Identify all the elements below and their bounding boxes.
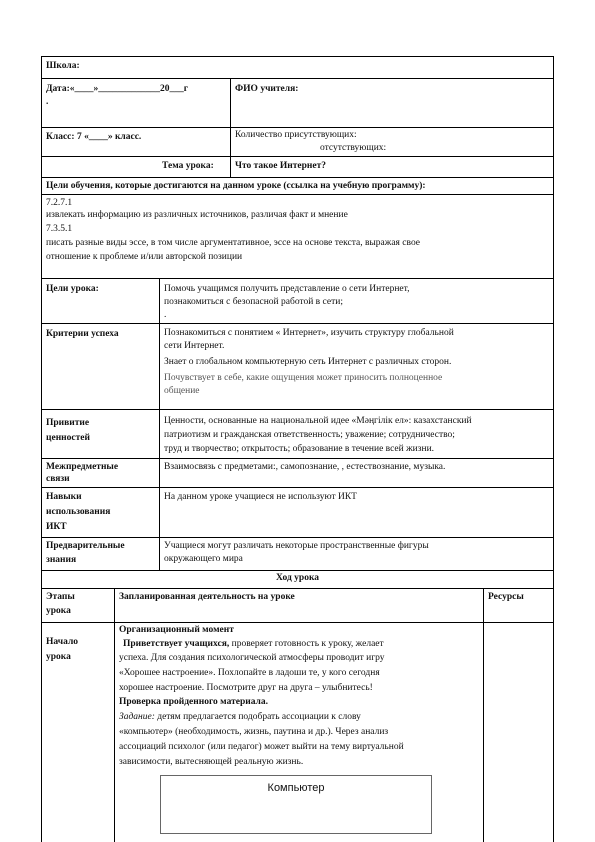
interdisciplinary-text: Взаимосвязь с предметами:, самопознание, , естествознание, музыка. [164,462,446,472]
interdisciplinary-label: связи [46,474,70,484]
stage-start-label: урока [46,652,71,662]
present-label: Количество присутствующих: [235,130,357,140]
goals-program-line: писать разные виды эссе, в том числе аргументативное, эссе на основе текста, выражая свое [46,238,421,248]
topic-label: Тема урока: [162,161,214,171]
greet-line: успеха. Для создания психологической атмосферы проводит игру [119,653,385,663]
lesson-goals-line: Помочь учащимся получить представление о сети Интернет, [164,284,410,294]
goals-program-line: извлекать информацию из различных источников, различая факт и мнение [46,210,348,220]
col-stage-label: Этапы [46,592,75,602]
success-criteria-line: Знает о глобальном компьютерную сеть Интернет с различных сторон. [164,357,452,367]
stage-start-label: Начало [46,637,79,647]
success-criteria-line: Почувствует в себе, какие ощущения может приносить полноценное [164,373,443,383]
greet-line: хорошее настроение. Посмотрите друг на друга – улыбнитесь! [119,683,373,693]
ict-text: На данном уроке учащиеся не используют ИКТ [164,492,357,502]
goals-program-line: отношение к проблеме и/или авторской позиции [46,252,243,262]
col-resources-label: Ресурсы [488,592,524,602]
values-line: труд и творчество; открытость; образование в течение всей жизни. [164,444,435,454]
topic-value: Что такое Интернет? [235,161,326,171]
greet-bold: Приветствует учащихся, [123,639,230,649]
teacher-label: ФИО учителя: [235,84,299,94]
interdisciplinary-label: Межпредметные [46,462,119,472]
task-line: «компьютер» (необходимость, жизнь, паутина и др.). Через анализ [119,727,389,737]
greet-rest: проверяет готовность к уроку, желает [229,639,384,649]
success-criteria-line: Познакомиться с понятием « Интернет», изучить структуру глобальной [164,328,454,338]
success-criteria-label: Критерии успеха [46,329,119,339]
values-label: ценностей [46,433,90,443]
computer-word-box [160,775,432,834]
prior-knowledge-label: знания [46,555,77,565]
col-stage-label: урока [46,606,71,616]
ict-label: использования [46,507,111,517]
success-criteria-line: сети Интернет. [164,341,225,351]
values-line: патриотизм и гражданская ответственность; уважение; сотрудничество; [164,430,455,440]
values-line: Ценности, основанные на национальной идее «Мәңгілік ел»: казахстанский [164,416,472,426]
prior-knowledge-label: Предварительные [46,541,125,551]
task-label: Задание: [119,712,155,722]
goals-program-heading: Цели обучения, которые достигаются на данном уроке (ссылка на учебную программу): [46,181,426,191]
prior-knowledge-line: Учащиеся могут различать некоторые пространственные фигуры [164,541,429,551]
computer-word-label: Компьютер [267,782,325,794]
date-dot: . [46,97,49,107]
org-moment-heading: Организационный момент [119,625,234,635]
task-rest: детям предлагается подобрать ассоциации к слову [154,712,361,722]
ict-label: ИКТ [46,522,67,532]
col-activity-label: Запланированная деятельность на уроке [119,592,295,602]
values-label: Привитие [46,418,90,428]
lesson-goals-label: Цели урока: [46,284,99,294]
school-label: Школа: [46,61,80,71]
lesson-goals-line: . [164,310,167,320]
absent-label: отсутствующих: [320,143,387,153]
prior-knowledge-line: окружающего мира [164,554,243,564]
date-label: Дата:«____»_____________20___г [46,84,189,94]
success-criteria-line: общение [164,386,200,396]
task-line: ассоциаций психолог (или педагог) может выйти на тему виртуальной [119,742,404,752]
goals-program-line: 7.2.7.1 [46,198,73,208]
greet-line: «Хорошее настроение». Похлопайте в ладоши те, у кого сегодня [119,668,380,678]
task-line: зависимости, вытесняющей реальную жизнь. [119,757,304,767]
review-heading: Проверка пройденного материала. [119,697,269,707]
ict-label: Навыки [46,492,82,502]
task-line [119,712,361,724]
course-heading: Ход урока [275,573,320,583]
greet-line [119,639,384,651]
goals-program-line: 7.3.5.1 [46,224,73,234]
class-label: Класс: 7 «____» класс. [46,132,142,142]
lesson-goals-line: познакомиться с безопасной работой в сети; [164,297,343,307]
